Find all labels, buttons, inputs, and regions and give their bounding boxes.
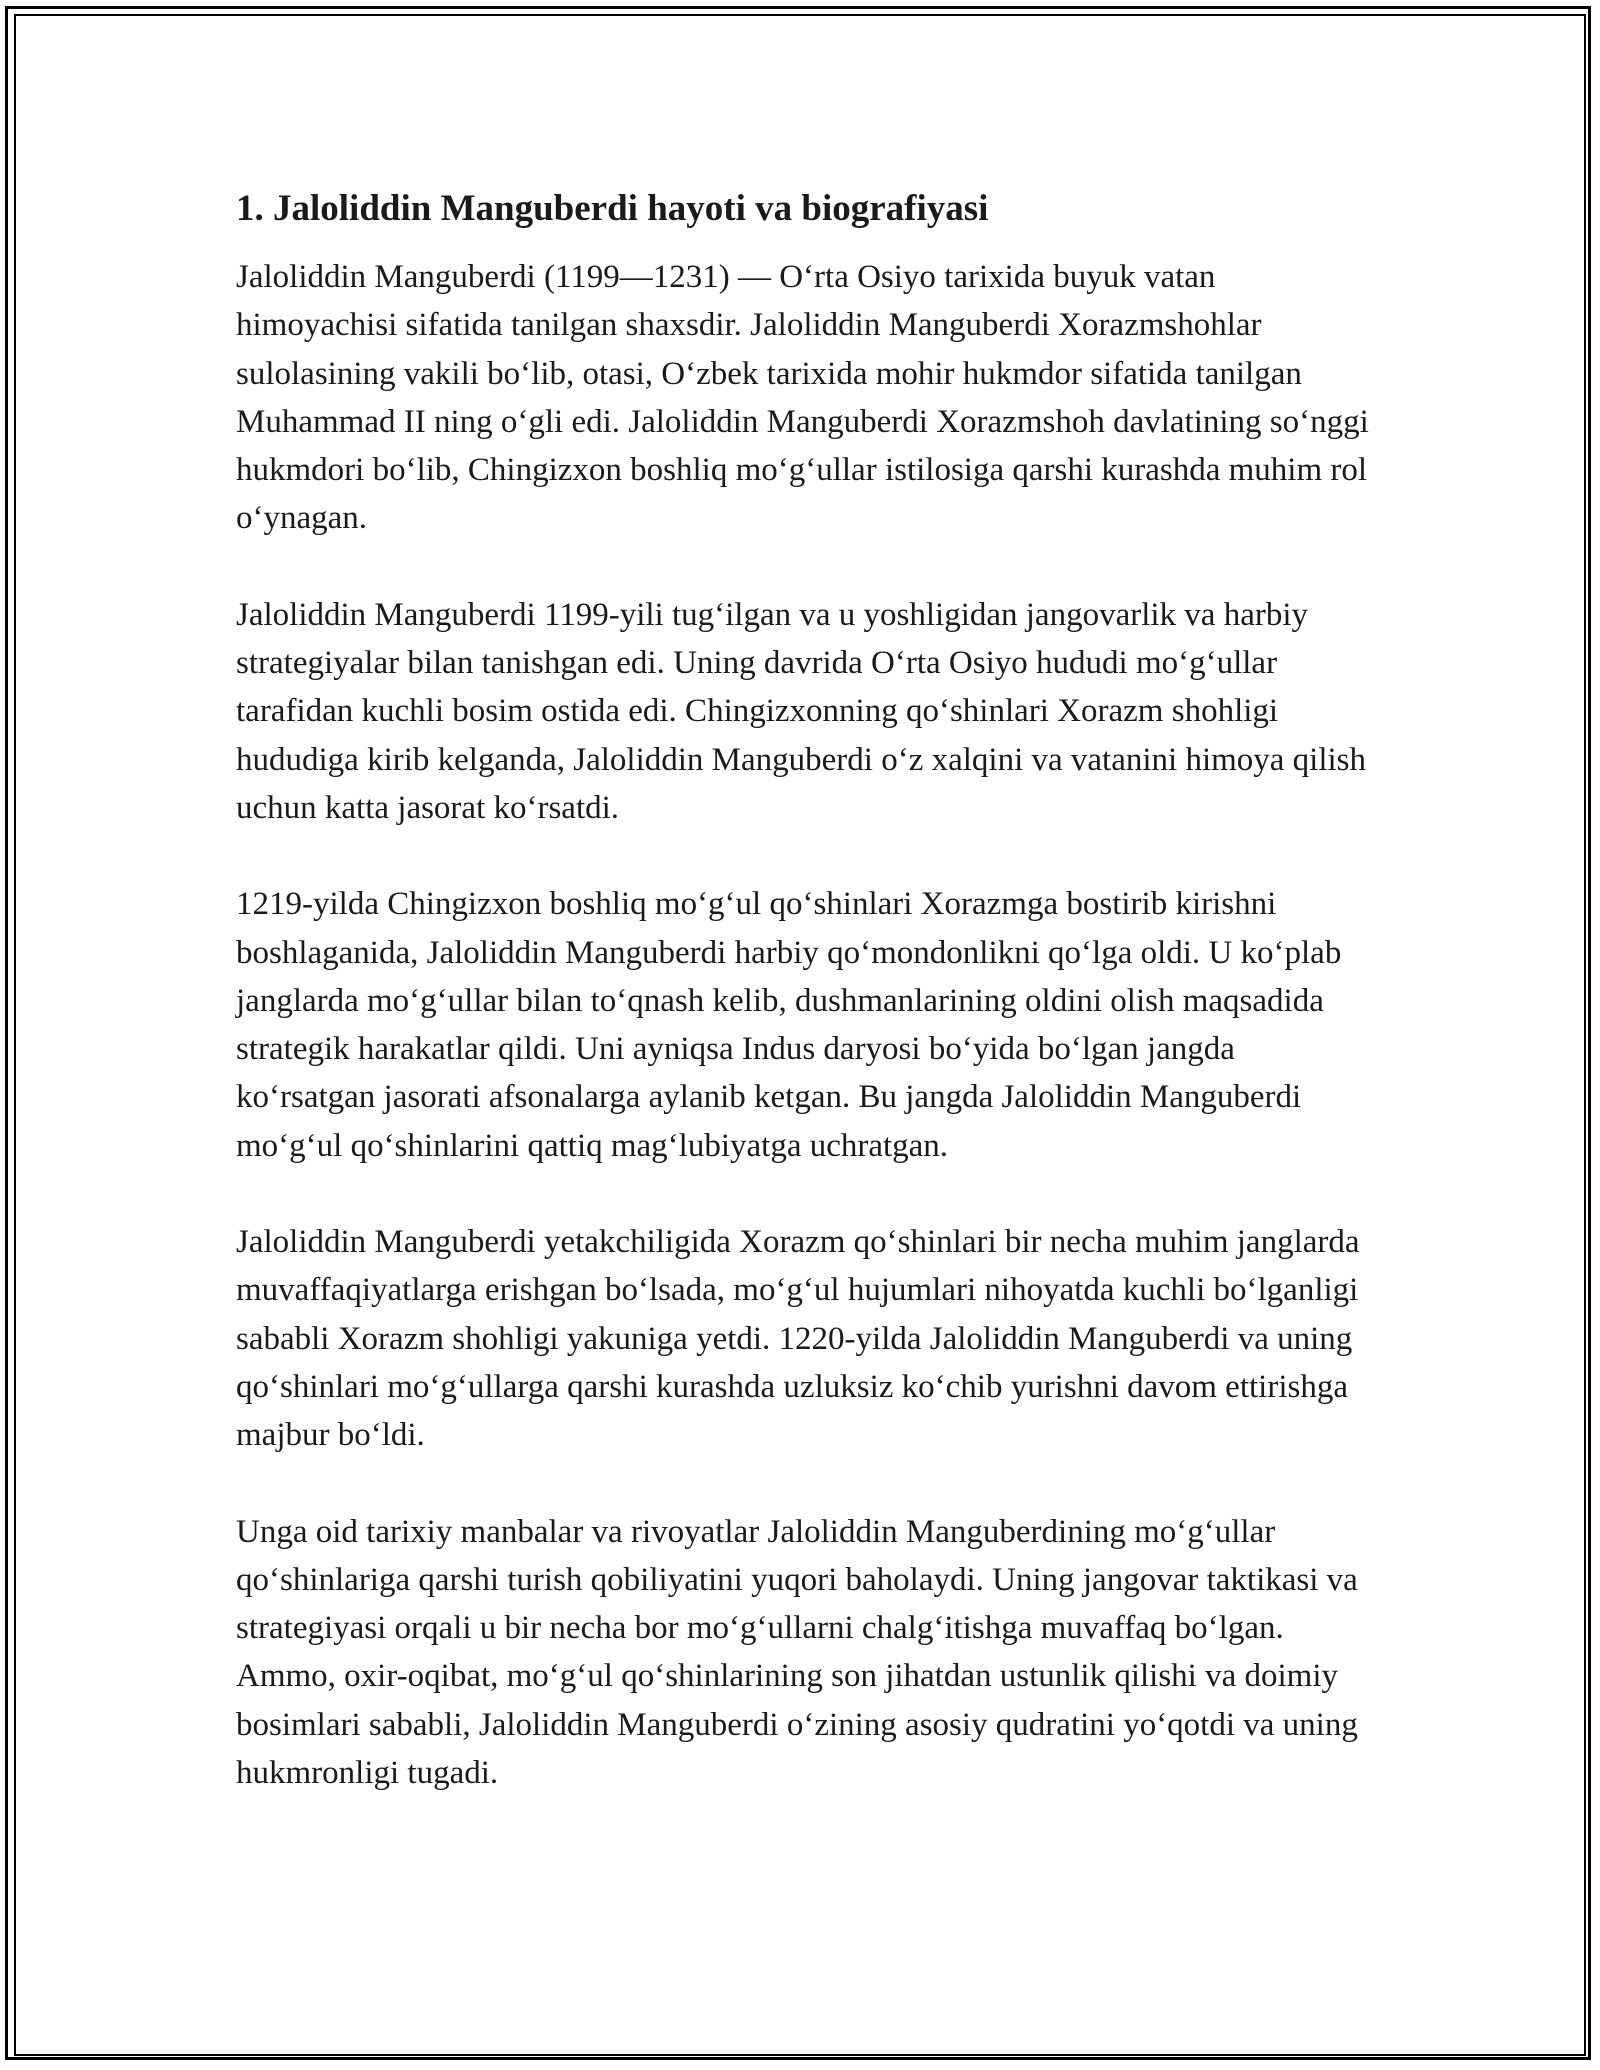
paragraph-2: Jaloliddin Manguberdi 1199-yili tug‘ilgan va u yoshligidan jangovarlik va harbiy strategiyalar bilan tanishgan edi. Uning davrida O‘rta Osiyo hududi mo‘g‘ullar tarafidan kuchli bosim ostida edi. Chingizxonning qo‘shinlari Xorazm shohligi hududiga kirib kelganda, Jaloliddin Manguberdi o‘z xalqini va vatanini himoya qilish uchun katta jasorat ko‘rsatdi.: [236, 596, 1367, 826]
paragraph-3: 1219-yilda Chingizxon boshliq mo‘g‘ul qo‘shinlari Xorazmga bostirib kirishni boshlaganida, Jaloliddin Manguberdi harbiy qo‘mondonlikni qo‘lga oldi. U ko‘plab janglarda mo‘g‘ullar bilan to‘qnash kelib, dushmanlarining oldini olish maqsadida strategik harakatlar qildi. Uni ayniqsa Indus daryosi bo‘yida bo‘lgan jangda ko‘rsatgan jasorati afsonalarga aylanib ketgan. Bu jangda Jaloliddin Manguberdi mo‘g‘ul qo‘shinlarini qattiq mag‘lubiyatga uchratgan.: [236, 886, 1342, 1164]
document-body: [236, 185, 1376, 1845]
section-heading: 1. Jaloliddin Manguberdi hayoti va biografiyasi: [236, 188, 989, 229]
paragraph-1: Jaloliddin Manguberdi (1199—1231) — O‘rta Osiyo tarixida buyuk vatan himoyachisi sifatida tanilgan shaxsdir. Jaloliddin Manguberdi Xorazmshohlar sulolasining vakili bo‘lib, otasi, O‘zbek tarixida mohir hukmdor sifatida tanilgan Muhammad II ning o‘gli edi. Jaloliddin Manguberdi Xorazmshoh davlatining so‘nggi hukmdori bo‘lib, Chingizxon boshliq mo‘g‘ullar istilosiga qarshi kurashda muhim rol o‘ynagan.: [236, 259, 1369, 537]
paragraph-5: Unga oid tarixiy manbalar va rivoyatlar Jaloliddin Manguberdining mo‘g‘ullar qo‘shinlariga qarshi turish qobiliyatini yuqori baholaydi. Uning jangovar taktikasi va strategiyasi orqali u bir necha bor mo‘g‘ullarni chalg‘itishga muvaffaq bo‘lgan. Ammo, oxir-oqibat, mo‘g‘ul qo‘shinlarining son jihatdan ustunlik qilishi va doimiy bosimlari sababli, Jaloliddin Manguberdi o‘zining asosiy qudratini yo‘qotdi va uning hukmronligi tugadi.: [236, 1513, 1358, 1792]
paragraph-4: Jaloliddin Manguberdi yetakchiligida Xorazm qo‘shinlari bir necha muhim janglarda muvaffaqiyatlarga erishgan bo‘lsada, mo‘g‘ul hujumlari nihoyatda kuchli bo‘lganligi sababli Xorazm shohligi yakuniga yetdi. 1220-yilda Jaloliddin Manguberdi va uning qo‘shinlari mo‘g‘ullarga qarshi kurashda uzluksiz ko‘chib yurishni davom ettirishga majbur bo‘ldi.: [236, 1224, 1360, 1454]
